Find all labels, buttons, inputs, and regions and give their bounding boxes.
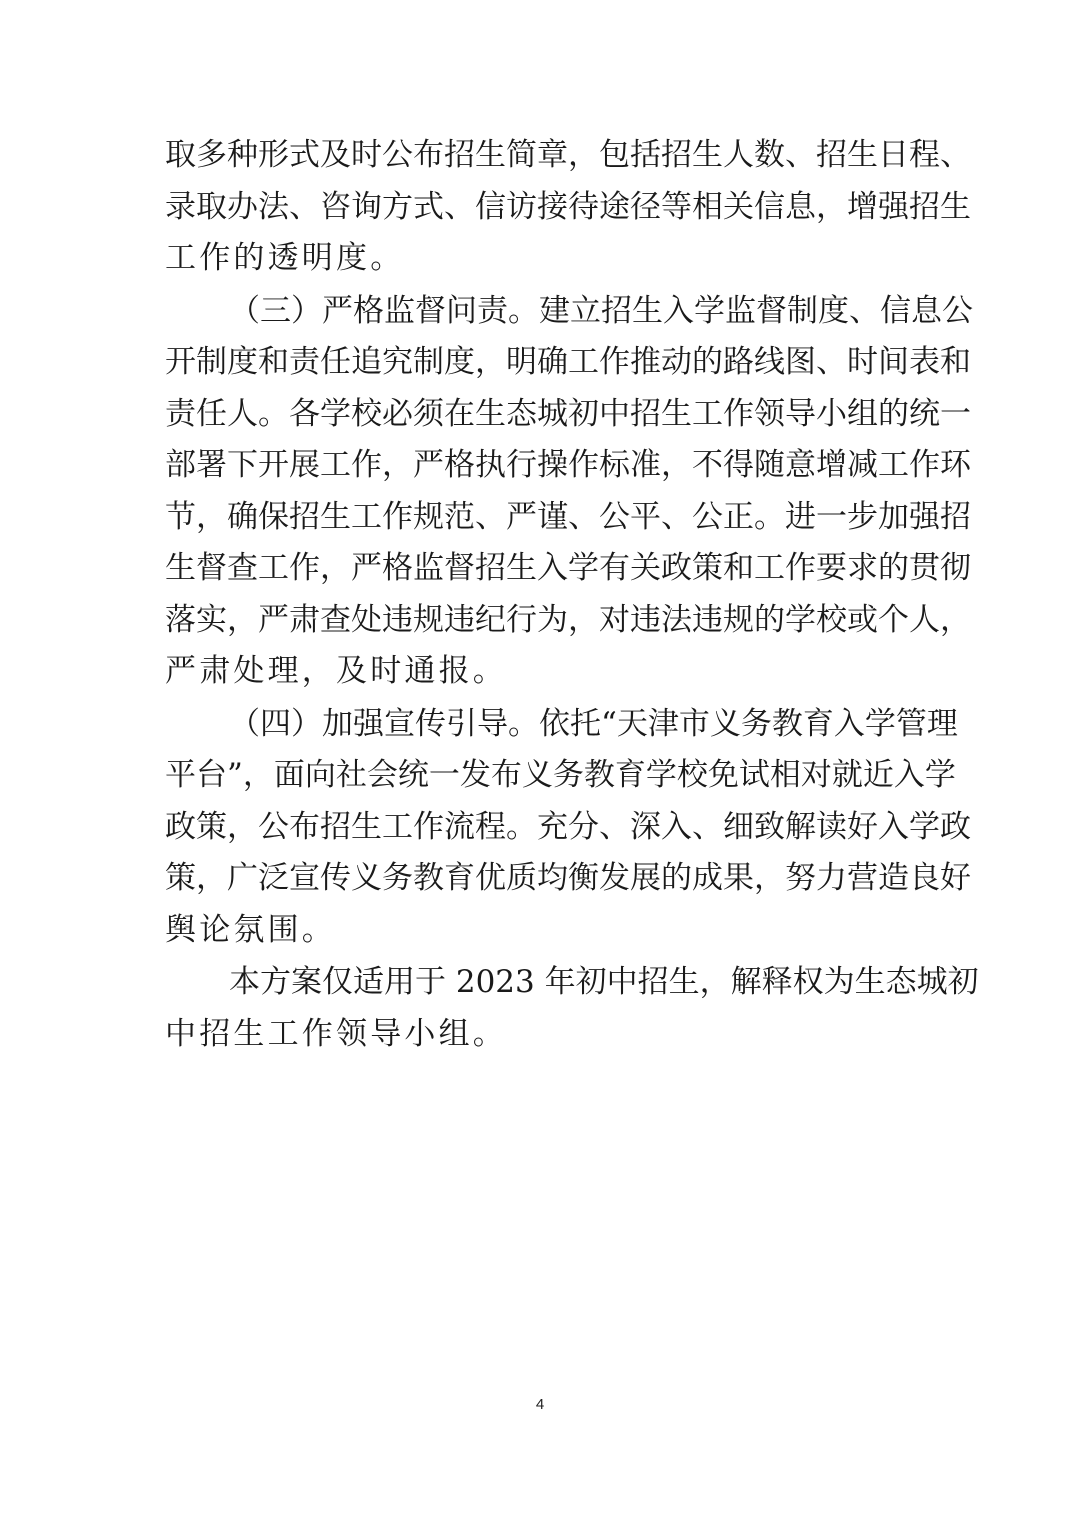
paragraph-supervision	[165, 286, 973, 698]
text-line: 部署下开展工作，严格执行操作标准，不得随意增减工作环	[165, 447, 971, 483]
text-line: 落实，严肃查处违规违纪行为，对违法违规的学校或个人，	[165, 601, 971, 638]
section-heading-line: （三）严格监督问责。建立招生入学监督制度、信息公	[229, 292, 973, 329]
text-line: 开制度和责任追究制度，明确工作推动的路线图、时间表和	[165, 344, 971, 380]
text-line: 本方案仅适用于 2023 年初中招生，解释权为生态城初	[229, 964, 979, 1000]
text-line: 舆论氛围。	[165, 911, 336, 948]
text-line: 政策，公布招生工作流程。充分、深入、细致解读好入学政	[165, 808, 971, 845]
paragraph-enrollment-info	[165, 130, 971, 285]
paragraph-publicity	[165, 699, 971, 957]
document-body	[165, 130, 979, 1060]
paragraph-scope	[165, 957, 979, 1060]
text-line: 平台”，面向社会统一发布义务教育学校免试相对就近入学	[165, 757, 956, 793]
page-number: 4	[535, 1396, 545, 1413]
text-line: 严肃处理，及时通报。	[165, 653, 507, 689]
text-line: 取多种形式及时公布招生简章，包括招生人数、招生日程、	[165, 137, 971, 173]
section-heading-line: （四）加强宣传引导。依托“天津市义务教育入学管理	[229, 705, 958, 742]
text-line: 工作的透明度。	[165, 240, 405, 276]
text-line: 责任人。各学校必须在生态城初中招生工作领导小组的统一	[165, 395, 971, 432]
text-line: 录取办法、咨询方式、信访接待途径等相关信息，增强招生	[165, 188, 971, 225]
text-line: 策，广泛宣传义务教育优质均衡发展的成果，努力营造良好	[165, 860, 971, 896]
text-line: 节，确保招生工作规范、严谨、公平、公正。进一步加强招	[165, 498, 971, 535]
text-line: 中招生工作领导小组。	[165, 1015, 507, 1052]
text-line: 生督查工作，严格监督招生入学有关政策和工作要求的贯彻	[165, 550, 971, 586]
